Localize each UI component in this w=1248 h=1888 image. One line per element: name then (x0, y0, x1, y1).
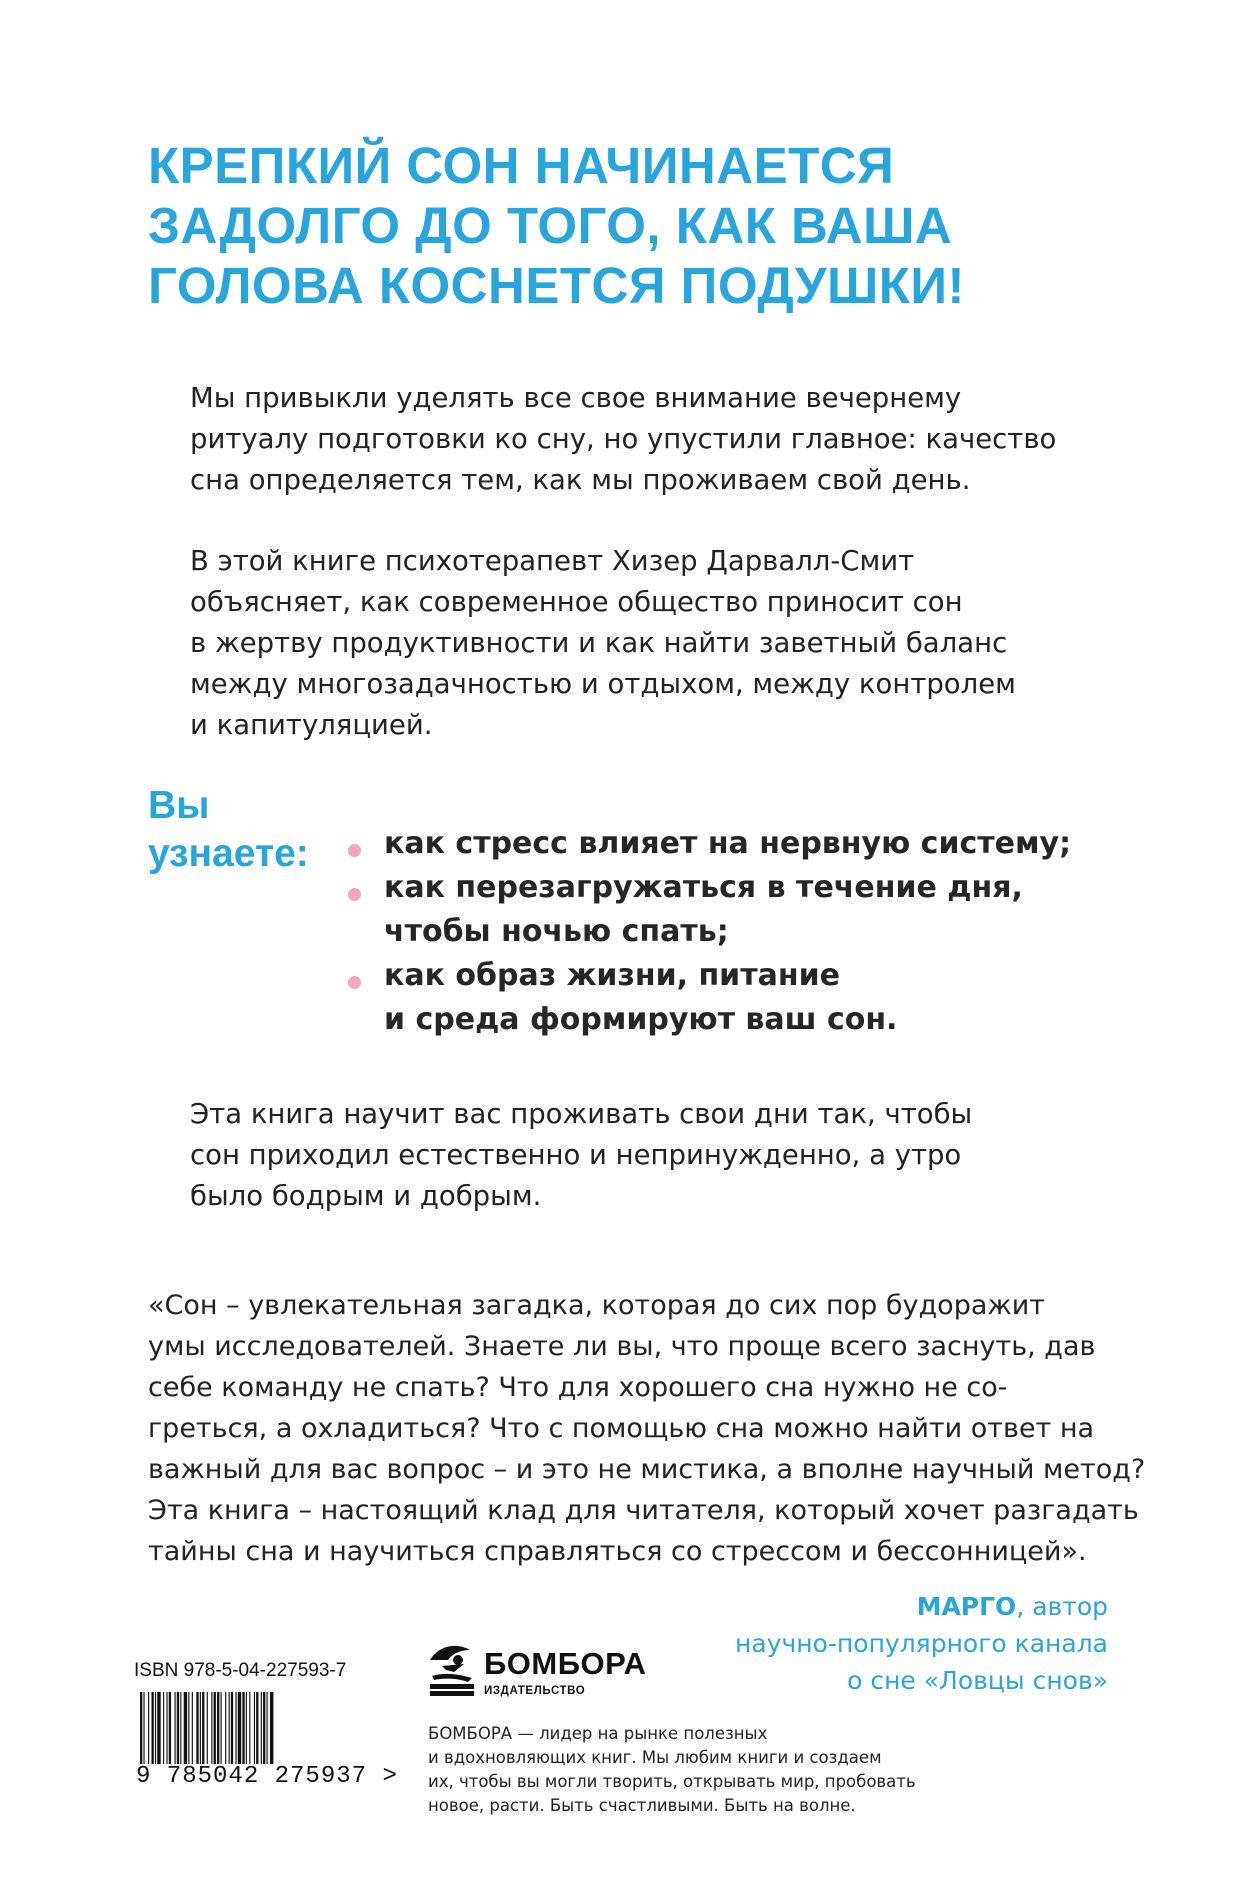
text-line: объясняет, как современное общество приносит сон (190, 586, 963, 618)
author-channel: научно-популярного канала (735, 1629, 1108, 1658)
quote-attribution (735, 1588, 1108, 1699)
publisher-logo-subtitle: ИЗДАТЕЛЬСТВО (484, 1685, 586, 1697)
learn-title (148, 782, 309, 878)
bullet-dot-icon (348, 844, 361, 857)
quote-line: умы исследователей. Знаете ли вы, что проще всего заснуть, дав (148, 1331, 1096, 1362)
list-item (348, 822, 1148, 866)
author-role: , автор (1016, 1592, 1108, 1621)
list-item (348, 954, 1148, 1042)
review-quote (148, 1285, 1146, 1572)
text-line: В этой книге психотерапевт Хизер Дарвалл-Смит (190, 545, 915, 577)
publisher-line: их, чтобы вы могли творить, открывать мир, пробовать (428, 1772, 916, 1791)
text-line: в жертву продуктивности и как найти заветный баланс (190, 627, 1008, 659)
bombora-logo-icon (424, 1640, 478, 1700)
bullet-dot-icon (348, 976, 361, 989)
barcode-digits: 9 785042 275937 > (136, 1763, 398, 1790)
text-line: было бодрым и добрым. (190, 1180, 542, 1212)
quote-line: тайны сна и научиться справляться со стрессом и бессонницей». (148, 1536, 1087, 1567)
learn-title-line: узнаете: (148, 832, 309, 875)
outro-paragraph (190, 1094, 1090, 1217)
isbn-label: ISBN 978-5-04-227593-7 (134, 1660, 347, 1681)
intro-paragraph (190, 378, 1090, 501)
publisher-logo-name: БОМБОРА (484, 1646, 647, 1681)
quote-line: важный для вас вопрос – и это не мистика, а вполне научный метод? (148, 1454, 1146, 1485)
description-paragraph (190, 541, 1090, 746)
quote-line: Эта книга – настоящий клад для читателя, который хочет разгадать (148, 1495, 1139, 1526)
quote-line: греться, а охладиться? Что с помощью сна можно найти ответ на (148, 1413, 1095, 1444)
bullet-line: и среда формируют ваш сон. (384, 1002, 898, 1037)
text-line: сон приходил естественно и непринужденно, а утро (190, 1139, 962, 1171)
quote-line: «Сон – увлекательная загадка, которая до сих пор будоражит (148, 1290, 1045, 1321)
publisher-line: БОМБОРА — лидер на рынке полезных (428, 1724, 768, 1743)
bullet-line: как перезагружаться в течение дня, (384, 870, 1023, 905)
list-item (348, 866, 1148, 954)
text-line: и капитуляцией. (190, 709, 433, 741)
text-line: между многозадачностью и отдыхом, между контролем (190, 668, 1016, 700)
text-line: Эта книга научит вас проживать свои дни так, чтобы (190, 1098, 973, 1130)
learn-bullet-list (348, 822, 1148, 1042)
headline-line: ГОЛОВА КОСНЕТСЯ ПОДУШКИ! (148, 257, 966, 314)
bullet-line: как стресс влияет на нервную систему; (384, 826, 1072, 861)
bullet-line: как образ жизни, питание (384, 958, 840, 993)
author-name: МАРГО (916, 1592, 1017, 1621)
text-line: ритуалу подготовки ко сну, но упустили главное: качество (190, 423, 1057, 455)
headline-line: ЗАДОЛГО ДО ТОГО, КАК ВАША (148, 197, 953, 254)
bullet-line: чтобы ночью спать; (384, 914, 729, 949)
bullet-dot-icon (348, 888, 361, 901)
publisher-line: и вдохновляющих книг. Мы любим книги и создаем (428, 1748, 882, 1767)
quote-line: себе команду не спать? Что для хорошего сна нужно не со- (148, 1372, 1008, 1403)
author-channel-name: о сне «Ловцы снов» (847, 1666, 1108, 1695)
publisher-line: новое, расти. Быть счастливыми. Быть на волне. (428, 1796, 856, 1815)
headline (148, 136, 1148, 316)
publisher-description (428, 1722, 916, 1818)
text-line: Мы привыкли уделять все свое внимание вечернему (190, 382, 962, 414)
headline-line: КРЕПКИЙ СОН НАЧИНАЕТСЯ (148, 137, 895, 194)
barcode (140, 1692, 372, 1764)
text-line: сна определяется тем, как мы проживаем свой день. (190, 464, 971, 496)
learn-title-line: Вы (148, 784, 210, 827)
